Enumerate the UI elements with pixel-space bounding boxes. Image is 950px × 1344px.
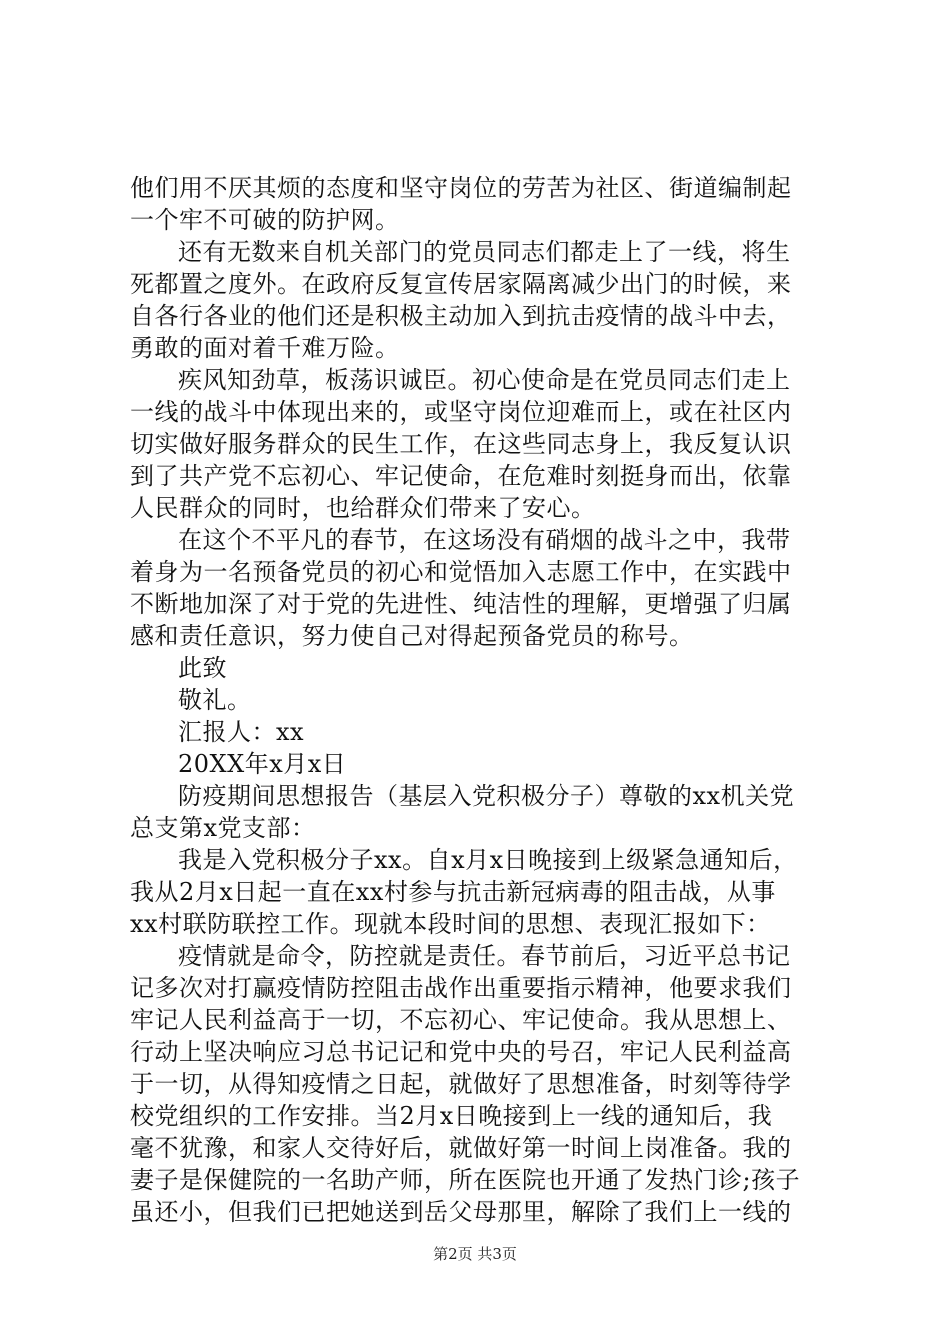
text-line: 一线的战斗中体现出来的，或坚守岗位迎难而上，或在社区内 [130, 398, 792, 426]
text-line: 感和责任意识，努力使自己对得起预备党员的称号。 [130, 622, 694, 650]
text-line: 一个牢不可破的防护网。 [130, 206, 400, 234]
text-line: 我从2月x日起一直在xx村参与抗击新冠病毒的阻击战，从事 [130, 878, 776, 906]
text-line: 勇敢的面对着千难万险。 [130, 334, 400, 362]
text-line: 记多次对打赢疫情防控阻击战作出重要指示精神，他要求我们 [130, 974, 792, 1002]
text-line: 自各行各业的他们还是积极主动加入到抗击疫情的战斗中去， [130, 302, 792, 330]
text-line: xx村联防联控工作。现就本段时间的思想、表现汇报如下： [130, 910, 771, 938]
text-line: 我是入党积极分子xx。自x月x日晚接到上级紧急通知后， [178, 846, 798, 874]
salutation-line: 此致 [178, 654, 227, 682]
text-line: 毫不犹豫，和家人交待好后，就做好第一时间上岗准备。我的 [130, 1134, 792, 1162]
text-line: 于一切，从得知疫情之日起，就做好了思想准备，时刻等待学 [130, 1070, 792, 1098]
text-line: 不断地加深了对于党的先进性、纯洁性的理解，更增强了归属 [130, 590, 792, 618]
text-line: 疫情就是命令，防控就是责任。春节前后，习近平总书记 [178, 942, 791, 970]
date-line: 20XX年x月x日 [178, 750, 347, 778]
text-line: 总支第x党支部： [130, 814, 316, 842]
text-line: 校党组织的工作安排。当2月x日晚接到上一线的通知后，我 [130, 1102, 773, 1130]
text-line: 牢记人民利益高于一切，不忘初心、牢记使命。我从思想上、 [130, 1006, 792, 1034]
text-line: 死都置之度外。在政府反复宣传居家隔离减少出门的时候，来 [130, 270, 792, 298]
text-line: 行动上坚决响应习总书记记和党中央的号召，牢记人民利益高 [130, 1038, 792, 1066]
reporter-line: 汇报人：xx [178, 718, 305, 746]
text-line: 切实做好服务群众的民生工作，在这些同志身上，我反复认识 [130, 430, 792, 458]
text-line: 妻子是保健院的一名助产师，所在医院也开通了发热门诊;孩子 [130, 1166, 801, 1194]
page-number-footer: 第2页 共3页 [433, 1245, 517, 1263]
text-line: 还有无数来自机关部门的党员同志们都走上了一线，将生 [178, 238, 791, 266]
salutation-line: 敬礼。 [178, 686, 252, 714]
text-line: 他们用不厌其烦的态度和坚守岗位的劳苦为社区、街道编制起 [130, 174, 792, 202]
text-line: 虽还小，但我们已把她送到岳父母那里，解除了我们上一线的 [130, 1198, 792, 1226]
document-body [130, 172, 830, 1228]
text-line: 到了共产党不忘初心、牢记使命，在危难时刻挺身而出，依靠 [130, 462, 792, 490]
text-line: 在这个不平凡的春节，在这场没有硝烟的战斗之中，我带 [178, 526, 791, 554]
text-line: 人民群众的同时，也给群众们带来了安心。 [130, 494, 596, 522]
text-line: 着身为一名预备党员的初心和觉悟加入志愿工作中，在实践中 [130, 558, 792, 586]
text-line: 防疫期间思想报告（基层入党积极分子）尊敬的xx机关党 [178, 782, 795, 810]
text-line: 疾风知劲草，板荡识诚臣。初心使命是在党员同志们走上 [178, 366, 791, 394]
